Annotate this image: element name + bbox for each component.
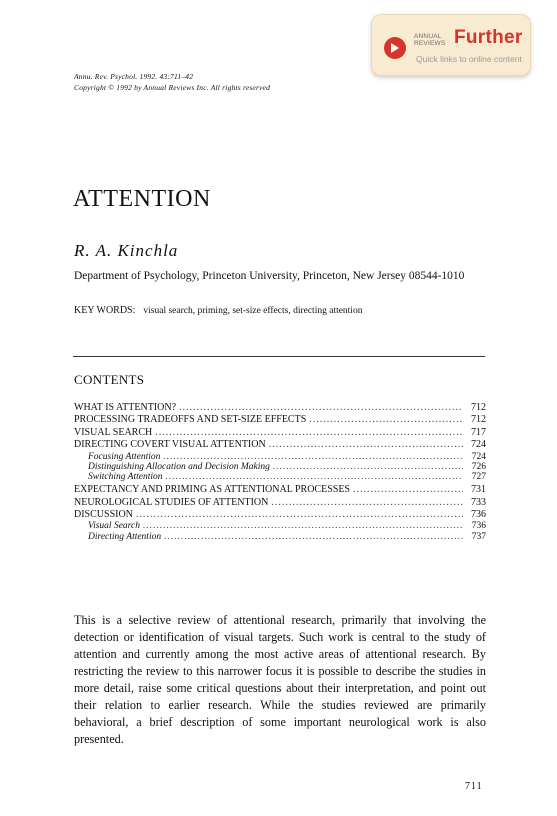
toc-entry-page: 736 (471, 509, 486, 521)
toc-leader (309, 414, 463, 426)
toc-entry-label: Focusing Attention (88, 451, 161, 462)
toc-entry-label: Distinguishing Allocation and Decision Making (88, 461, 270, 472)
citation-line: Annu. Rev. Psychol. 1992. 43:711–42 (74, 72, 194, 81)
toc-entry-page: 724 (471, 439, 486, 451)
toc-entry-label: NEUROLOGICAL STUDIES OF ATTENTION (74, 496, 269, 508)
toc-entry[interactable] (74, 509, 486, 521)
toc-leader (271, 497, 463, 509)
toc-leader (353, 484, 463, 496)
page-number: 711 (465, 781, 483, 792)
toc-leader (136, 509, 463, 521)
toc-leader (273, 462, 463, 472)
toc-leader (164, 532, 463, 542)
toc-entry-page: 724 (471, 451, 486, 462)
keywords-values: visual search, priming, set-size effects, directing attention (143, 306, 363, 316)
badge-line2: REVIEWS (414, 40, 446, 47)
toc-leader (179, 402, 463, 414)
toc-entry-label: Directing Attention (88, 531, 162, 542)
toc-entry[interactable] (74, 427, 486, 439)
toc-subentry[interactable] (74, 532, 486, 542)
toc-entry[interactable] (74, 439, 486, 451)
toc-subentry[interactable] (74, 462, 486, 472)
article-title: ATTENTION (73, 186, 211, 212)
toc-entry-label: DIRECTING COVERT VISUAL ATTENTION (74, 439, 266, 451)
toc-entry-label: WHAT IS ATTENTION? (74, 402, 177, 413)
toc-leader (166, 472, 463, 482)
toc-entry[interactable] (74, 497, 486, 509)
toc-entry[interactable] (74, 402, 486, 414)
toc-subentry[interactable] (74, 452, 486, 462)
toc-entry-page: 727 (471, 472, 486, 483)
author-affiliation: Department of Psychology, Princeton University, Princeton, New Jersey 08544-1010 (74, 270, 465, 282)
section-divider (73, 356, 485, 357)
toc-leader (163, 452, 463, 462)
badge-title: Further (454, 27, 523, 48)
toc-entry-page: 736 (471, 521, 486, 532)
toc-leader (143, 521, 463, 531)
article-author: R. A. Kinchla (74, 241, 179, 260)
toc-entry-label: PROCESSING TRADEOFFS AND SET-SIZE EFFECTS (74, 414, 307, 426)
toc-entry-label: Switching Attention (88, 472, 163, 483)
toc-entry-page: 726 (471, 461, 486, 472)
keywords-label: KEY WORDS: (74, 305, 136, 316)
further-badge[interactable] (371, 14, 531, 76)
toc-entry-page: 712 (471, 402, 486, 413)
toc-subentry[interactable] (74, 521, 486, 531)
abstract-paragraph: This is a selective review of attentional research, primarily that involving the detection or identification of visual targets. Such work is central to the study of attention and currently among the most active areas of attentional research. By restricting the review to this narrower focus it is possible to describe the studies in more detail, raise some critical questions about their interpretation, and point out their relation to earlier research. While the studies reviewed are primarily behavioral, a brief description of some important neurological work is also presented. (74, 613, 486, 746)
table-of-contents (74, 402, 486, 542)
badge-line1: ANNUAL (414, 33, 442, 40)
toc-leader (155, 427, 463, 439)
toc-entry-page: 717 (471, 426, 486, 438)
toc-entry-label: Visual Search (88, 521, 140, 532)
toc-entry[interactable] (74, 414, 486, 426)
toc-entry-label: VISUAL SEARCH (74, 426, 153, 438)
toc-entry-page: 712 (471, 414, 486, 426)
keywords (74, 305, 362, 316)
contents-heading: CONTENTS (74, 372, 145, 387)
badge-subtitle: Quick links to online content (416, 54, 522, 64)
toc-entry-page: 733 (471, 496, 486, 508)
toc-subentry[interactable] (74, 472, 486, 482)
toc-entry-label: EXPECTANCY AND PRIMING AS ATTENTIONAL PROCESSES (74, 484, 350, 496)
toc-leader (269, 439, 463, 451)
toc-entry-page: 737 (471, 531, 486, 542)
copyright-line: Copyright © 1992 by Annual Reviews Inc. All rights reserved (74, 83, 271, 92)
toc-entry-page: 731 (471, 484, 486, 496)
play-icon (384, 37, 406, 59)
toc-entry[interactable] (74, 484, 486, 496)
toc-entry-label: DISCUSSION (74, 509, 133, 521)
annual-reviews-logo (414, 33, 445, 47)
